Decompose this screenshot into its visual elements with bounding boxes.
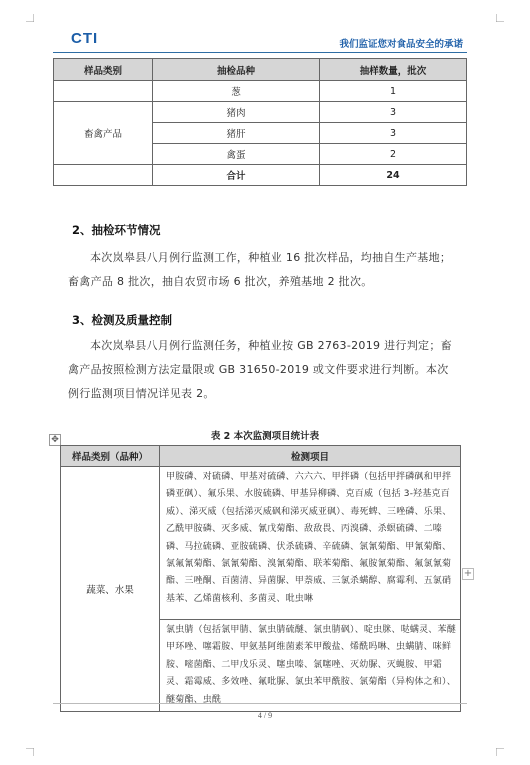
section-2-paragraph: 本次岚皋县八月例行监测工作，种植业 16 批次样品，均抽自生产基地；畜禽产品 8 批次，抽自农贸市场 6 批次，养殖基地 2 批次。	[68, 251, 452, 288]
category-cell: 畜禽产品	[54, 102, 153, 165]
crop-mark-bottom-right	[496, 748, 504, 756]
count-cell: 3	[320, 123, 467, 144]
test-items-cell: 甲胺磷、对硫磷、甲基对硫磷、六六六、甲拌磷（包括甲拌磷砜和甲拌磷亚砜）、氟乐果、水胺硫磷、甲基异柳磷、克百威（包括 3-羟基克百威）、涕灭威（包括涕灭威砜和涕灭威亚砜）、毒死蜱、三唑磷、乐果、乙酰甲胺磷、灭多威、氰戊菊酯、敌敌畏、丙溴磷、杀螟硫磷、二嗪磷、马拉硫磷、亚胺硫磷、伏杀硫磷、辛硫磷、氯氰菊酯、甲氰菊酯、氯氟氰菊酯、氯氰菊酯、溴氰菊酯、联苯菊酯、氟胺氰菊酯、氟氯氰菊酯、三唑酮、百菌清、异菌脲、甲萘威、三氯杀螨醇、腐霉利、五氯硝基苯、乙烯菌核利、多菌灵、吡虫啉	[160, 467, 461, 620]
variety-cell: 猪肝	[153, 123, 320, 144]
table-header-row	[61, 446, 461, 467]
table-row	[54, 81, 467, 102]
category-cell-empty	[54, 81, 153, 102]
header-slogan: 我们监证您对食品安全的承诺	[339, 39, 463, 50]
section-2-heading: 2、抽检环节情况	[72, 223, 161, 237]
test-items-cell-continued: 氯虫腈（包括氯甲腈、氯虫腈硫醚、氯虫腈砜）、啶虫脒、哒螨灵、苯醚甲环唑、噻霜胺、甲氨基阿维菌素苯甲酸盐、烯酰吗啉、虫螨腈、咪鲜胺、嘧菌酯、二甲戊乐灵、噻虫嗪、氯噻唑、灭幼脲、灭蝇胺、甲霜灵、霜霉威、多效唑、氟吡脲、氯虫苯甲酰胺、氯菊酯（异构体之和）、醚菊酯、虫酰	[160, 620, 461, 712]
footer-divider	[53, 703, 467, 704]
total-label: 合计	[153, 165, 320, 186]
total-blank-cell	[54, 165, 153, 186]
category-cell: 蔬菜、水果	[61, 467, 160, 712]
table-row	[61, 467, 461, 620]
count-cell: 2	[320, 144, 467, 165]
header-sample-category: 样品类别（品种）	[61, 446, 160, 467]
header-category: 样品类别	[54, 59, 153, 81]
page-header	[53, 26, 467, 53]
test-items-table	[60, 445, 461, 712]
section-3-heading: 3、检测及质量控制	[72, 313, 173, 327]
header-test-items: 检测项目	[160, 446, 461, 467]
variety-cell: 葱	[153, 81, 320, 102]
table-2-caption: 表 2 本次监测项目统计表	[210, 431, 320, 442]
section-3-paragraph: 本次岚皋县八月例行监测任务，种植业按 GB 2763-2019 进行判定；畜禽产品按照检测方法定量限或 GB 31650-2019 或文件要求进行判断。本次例行监测项目情况详见表 2。	[68, 339, 452, 400]
variety-cell: 禽蛋	[153, 144, 320, 165]
crop-mark-top-left	[26, 14, 34, 22]
count-cell: 3	[320, 102, 467, 123]
total-value: 24	[320, 165, 467, 186]
count-cell: 1	[320, 81, 467, 102]
total-row	[54, 165, 467, 186]
cti-logo: CTI	[71, 30, 99, 47]
add-row-icon[interactable]: +	[463, 568, 473, 579]
table-row	[54, 102, 467, 123]
crop-mark-bottom-left	[26, 748, 34, 756]
table-move-handle-icon[interactable]: ✥	[49, 434, 61, 446]
variety-cell: 猪肉	[153, 102, 320, 123]
header-count: 抽样数量，批次	[320, 59, 467, 81]
sample-summary-table	[53, 58, 467, 186]
table-header-row	[54, 59, 467, 81]
header-variety: 抽检品种	[153, 59, 320, 81]
crop-mark-top-right	[496, 14, 504, 22]
page-number: 4 / 9	[257, 711, 273, 720]
